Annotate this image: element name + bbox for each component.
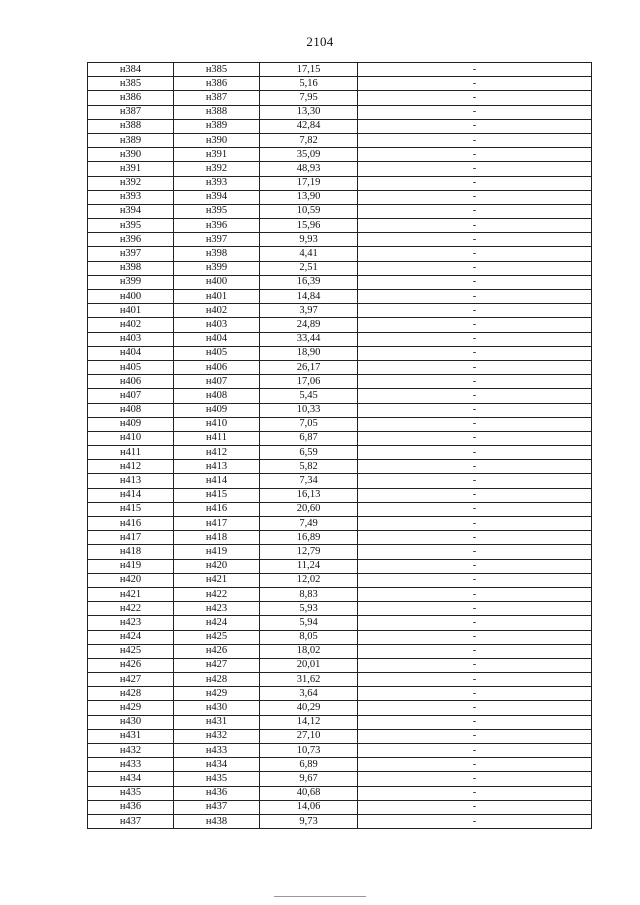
point-from-cell: н401 [88,304,174,318]
length-cell: 18,90 [260,346,358,360]
point-from-cell: н402 [88,318,174,332]
table-row [88,729,592,743]
note-cell: - [358,800,592,814]
point-from-cell: н403 [88,332,174,346]
point-from-cell: н393 [88,190,174,204]
point-from-cell: н416 [88,517,174,531]
length-cell: 3,97 [260,304,358,318]
point-from-cell: н387 [88,105,174,119]
table-row [88,531,592,545]
note-cell: - [358,389,592,403]
table-row [88,658,592,672]
note-cell: - [358,446,592,460]
point-to-cell: н417 [174,517,260,531]
length-cell: 13,30 [260,105,358,119]
point-to-cell: н419 [174,545,260,559]
point-from-cell: н414 [88,488,174,502]
point-from-cell: н394 [88,204,174,218]
note-cell: - [358,559,592,573]
note-cell: - [358,233,592,247]
table-row [88,219,592,233]
point-to-cell: н422 [174,587,260,601]
point-from-cell: н409 [88,417,174,431]
note-cell: - [358,162,592,176]
point-to-cell: н420 [174,559,260,573]
note-cell: - [358,474,592,488]
length-cell: 4,41 [260,247,358,261]
length-cell: 33,44 [260,332,358,346]
point-to-cell: н399 [174,261,260,275]
length-cell: 18,02 [260,644,358,658]
point-from-cell: н425 [88,644,174,658]
length-cell: 5,82 [260,460,358,474]
point-to-cell: н430 [174,701,260,715]
length-cell: 8,05 [260,630,358,644]
point-to-cell: н432 [174,729,260,743]
length-cell: 26,17 [260,360,358,374]
point-from-cell: н391 [88,162,174,176]
length-cell: 14,12 [260,715,358,729]
note-cell: - [358,517,592,531]
table-row [88,673,592,687]
table-row [88,133,592,147]
point-to-cell: н398 [174,247,260,261]
table-row [88,587,592,601]
length-cell: 9,67 [260,772,358,786]
length-cell: 7,34 [260,474,358,488]
table-row [88,290,592,304]
note-cell: - [358,304,592,318]
length-cell: 35,09 [260,148,358,162]
point-from-cell: н389 [88,133,174,147]
page-number: 2104 [306,34,334,49]
point-to-cell: н421 [174,573,260,587]
point-to-cell: н394 [174,190,260,204]
note-cell: - [358,247,592,261]
note-cell: - [358,375,592,389]
table-row [88,318,592,332]
note-cell: - [358,772,592,786]
table-row [88,488,592,502]
point-from-cell: н428 [88,687,174,701]
table-row [88,247,592,261]
note-cell: - [358,460,592,474]
length-cell: 42,84 [260,119,358,133]
note-cell: - [358,758,592,772]
point-to-cell: н388 [174,105,260,119]
table-row [88,176,592,190]
note-cell: - [358,744,592,758]
table-row [88,148,592,162]
table-row [88,417,592,431]
note-cell: - [358,545,592,559]
point-to-cell: н397 [174,233,260,247]
length-cell: 6,59 [260,446,358,460]
length-cell: 8,83 [260,587,358,601]
note-cell: - [358,786,592,800]
point-from-cell: н427 [88,673,174,687]
point-from-cell: н422 [88,602,174,616]
table-row [88,190,592,204]
point-to-cell: н428 [174,673,260,687]
table-row [88,204,592,218]
point-to-cell: н391 [174,148,260,162]
point-from-cell: н398 [88,261,174,275]
point-from-cell: н432 [88,744,174,758]
point-to-cell: н418 [174,531,260,545]
point-from-cell: н418 [88,545,174,559]
point-to-cell: н427 [174,658,260,672]
point-from-cell: н397 [88,247,174,261]
point-from-cell: н413 [88,474,174,488]
length-cell: 48,93 [260,162,358,176]
point-to-cell: н413 [174,460,260,474]
point-from-cell: н415 [88,502,174,516]
note-cell: - [358,275,592,289]
note-cell: - [358,658,592,672]
length-cell: 40,29 [260,701,358,715]
table-row [88,517,592,531]
table-row [88,814,592,828]
length-cell: 7,95 [260,91,358,105]
table-row [88,63,592,77]
point-to-cell: н401 [174,290,260,304]
length-cell: 13,90 [260,190,358,204]
note-cell: - [358,573,592,587]
length-cell: 9,93 [260,233,358,247]
length-cell: 17,19 [260,176,358,190]
note-cell: - [358,77,592,91]
point-to-cell: н437 [174,800,260,814]
note-cell: - [358,119,592,133]
point-from-cell: н384 [88,63,174,77]
table-row [88,644,592,658]
length-cell: 5,94 [260,616,358,630]
table-row [88,389,592,403]
point-to-cell: н404 [174,332,260,346]
table-body [88,63,592,829]
length-cell: 9,73 [260,814,358,828]
note-cell: - [358,616,592,630]
point-from-cell: н392 [88,176,174,190]
point-from-cell: н407 [88,389,174,403]
point-from-cell: н411 [88,446,174,460]
table-row [88,77,592,91]
note-cell: - [358,63,592,77]
point-from-cell: н429 [88,701,174,715]
boundary-segments-table [87,62,592,829]
table-row [88,119,592,133]
length-cell: 10,33 [260,403,358,417]
table-row [88,403,592,417]
table-row [88,602,592,616]
table-row [88,446,592,460]
length-cell: 12,79 [260,545,358,559]
note-cell: - [358,332,592,346]
table-row [88,91,592,105]
length-cell: 7,05 [260,417,358,431]
table-row [88,687,592,701]
point-to-cell: н386 [174,77,260,91]
point-to-cell: н423 [174,602,260,616]
point-from-cell: н430 [88,715,174,729]
note-cell: - [358,219,592,233]
point-from-cell: н431 [88,729,174,743]
point-from-cell: н396 [88,233,174,247]
point-to-cell: н407 [174,375,260,389]
point-from-cell: н388 [88,119,174,133]
point-from-cell: н417 [88,531,174,545]
point-to-cell: н412 [174,446,260,460]
table-row [88,715,592,729]
table-row [88,474,592,488]
point-to-cell: н402 [174,304,260,318]
length-cell: 14,84 [260,290,358,304]
point-to-cell: н410 [174,417,260,431]
length-cell: 2,51 [260,261,358,275]
point-to-cell: н392 [174,162,260,176]
point-from-cell: н419 [88,559,174,573]
point-to-cell: н406 [174,360,260,374]
point-to-cell: н431 [174,715,260,729]
note-cell: - [358,701,592,715]
note-cell: - [358,587,592,601]
note-cell: - [358,729,592,743]
length-cell: 20,01 [260,658,358,672]
note-cell: - [358,91,592,105]
note-cell: - [358,687,592,701]
length-cell: 27,10 [260,729,358,743]
table-row [88,431,592,445]
point-from-cell: н436 [88,800,174,814]
length-cell: 5,45 [260,389,358,403]
note-cell: - [358,502,592,516]
table-row [88,786,592,800]
length-cell: 15,96 [260,219,358,233]
note-cell: - [358,644,592,658]
point-to-cell: н393 [174,176,260,190]
note-cell: - [358,715,592,729]
footer-divider [274,896,366,897]
point-from-cell: н433 [88,758,174,772]
point-from-cell: н399 [88,275,174,289]
length-cell: 20,60 [260,502,358,516]
point-from-cell: н408 [88,403,174,417]
point-to-cell: н411 [174,431,260,445]
point-to-cell: н416 [174,502,260,516]
point-from-cell: н406 [88,375,174,389]
point-to-cell: н433 [174,744,260,758]
table-row [88,758,592,772]
length-cell: 5,93 [260,602,358,616]
note-cell: - [358,602,592,616]
table-row [88,261,592,275]
length-cell: 17,06 [260,375,358,389]
table-row [88,545,592,559]
point-from-cell: н410 [88,431,174,445]
length-cell: 24,89 [260,318,358,332]
length-cell: 7,49 [260,517,358,531]
point-from-cell: н385 [88,77,174,91]
point-to-cell: н425 [174,630,260,644]
table-row [88,772,592,786]
point-to-cell: н434 [174,758,260,772]
point-from-cell: н400 [88,290,174,304]
table-row [88,573,592,587]
point-to-cell: н400 [174,275,260,289]
length-cell: 10,73 [260,744,358,758]
table-row [88,502,592,516]
point-to-cell: н396 [174,219,260,233]
length-cell: 12,02 [260,573,358,587]
point-from-cell: н420 [88,573,174,587]
table-row [88,616,592,630]
note-cell: - [358,105,592,119]
table-row [88,346,592,360]
point-from-cell: н395 [88,219,174,233]
length-cell: 5,16 [260,77,358,91]
point-to-cell: н405 [174,346,260,360]
length-cell: 16,13 [260,488,358,502]
note-cell: - [358,673,592,687]
point-from-cell: н412 [88,460,174,474]
table-row [88,304,592,318]
note-cell: - [358,814,592,828]
point-to-cell: н385 [174,63,260,77]
point-from-cell: н424 [88,630,174,644]
note-cell: - [358,204,592,218]
length-cell: 16,89 [260,531,358,545]
length-cell: 14,06 [260,800,358,814]
point-to-cell: н415 [174,488,260,502]
length-cell: 7,82 [260,133,358,147]
table-row [88,275,592,289]
table-row [88,460,592,474]
point-to-cell: н387 [174,91,260,105]
point-to-cell: н414 [174,474,260,488]
length-cell: 6,87 [260,431,358,445]
note-cell: - [358,630,592,644]
note-cell: - [358,488,592,502]
point-to-cell: н438 [174,814,260,828]
table-row [88,375,592,389]
point-from-cell: н421 [88,587,174,601]
point-from-cell: н434 [88,772,174,786]
table-row [88,332,592,346]
note-cell: - [358,261,592,275]
note-cell: - [358,290,592,304]
length-cell: 11,24 [260,559,358,573]
table-row [88,701,592,715]
point-from-cell: н390 [88,148,174,162]
length-cell: 17,15 [260,63,358,77]
point-from-cell: н423 [88,616,174,630]
note-cell: - [358,431,592,445]
note-cell: - [358,346,592,360]
point-to-cell: н408 [174,389,260,403]
note-cell: - [358,176,592,190]
table-row [88,630,592,644]
table-row [88,360,592,374]
table-row [88,559,592,573]
table-row [88,162,592,176]
note-cell: - [358,403,592,417]
note-cell: - [358,360,592,374]
point-to-cell: н426 [174,644,260,658]
point-from-cell: н437 [88,814,174,828]
table-row [88,744,592,758]
point-from-cell: н426 [88,658,174,672]
point-to-cell: н409 [174,403,260,417]
point-to-cell: н424 [174,616,260,630]
note-cell: - [358,318,592,332]
note-cell: - [358,531,592,545]
length-cell: 3,64 [260,687,358,701]
note-cell: - [358,190,592,204]
note-cell: - [358,133,592,147]
note-cell: - [358,417,592,431]
length-cell: 6,89 [260,758,358,772]
point-to-cell: н403 [174,318,260,332]
point-from-cell: н386 [88,91,174,105]
table-row [88,233,592,247]
point-from-cell: н404 [88,346,174,360]
table-row [88,105,592,119]
note-cell: - [358,148,592,162]
point-to-cell: н435 [174,772,260,786]
point-from-cell: н405 [88,360,174,374]
length-cell: 10,59 [260,204,358,218]
table-row [88,800,592,814]
length-cell: 31,62 [260,673,358,687]
point-from-cell: н435 [88,786,174,800]
point-to-cell: н436 [174,786,260,800]
point-to-cell: н390 [174,133,260,147]
length-cell: 40,68 [260,786,358,800]
point-to-cell: н395 [174,204,260,218]
length-cell: 16,39 [260,275,358,289]
point-to-cell: н429 [174,687,260,701]
point-to-cell: н389 [174,119,260,133]
